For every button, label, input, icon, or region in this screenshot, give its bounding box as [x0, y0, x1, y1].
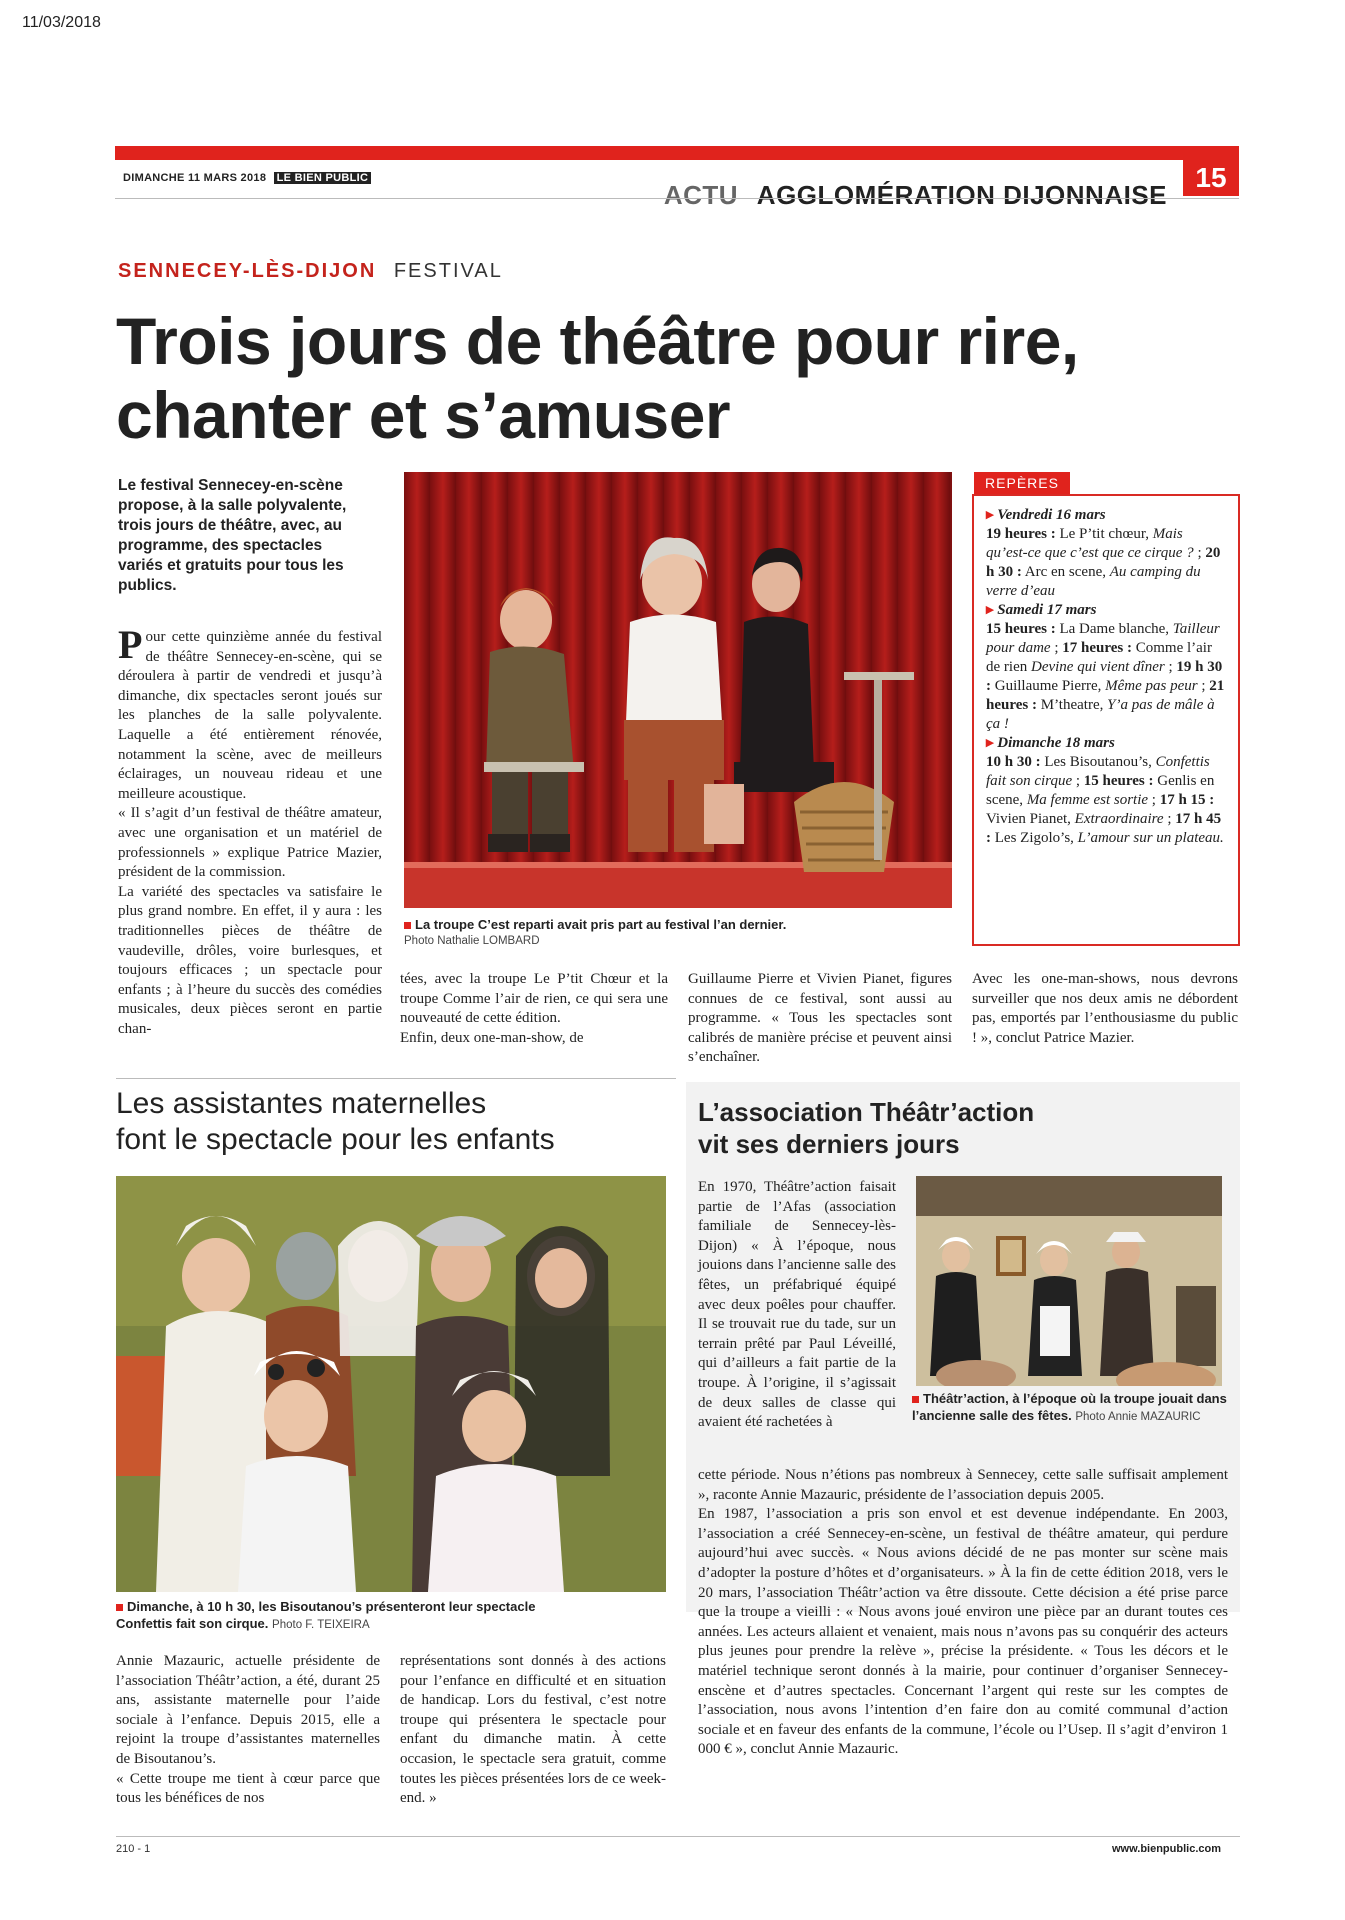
story3-wide-col: [698, 1466, 1228, 1760]
entry-time: 15 heures :: [1083, 773, 1154, 789]
story2-caption-line-2: Confettis fait son cirque.: [116, 1616, 269, 1631]
entry-time: 17 h 45 :: [986, 811, 1222, 846]
main-article-col-4: [972, 970, 1238, 1048]
header-paper-name: LE BIEN PUBLIC: [274, 172, 372, 184]
main-photo-credit: Photo Nathalie LOMBARD: [404, 935, 540, 947]
entry-troupe: M’theatre,: [1040, 697, 1104, 713]
scan-date: 11/03/2018: [22, 14, 101, 31]
reperes-entry: 10 h 30 : Les Bisoutanou’s, Confettis fait son cirque ; 15 heures : Genlis en scene, Ma femme est sortie ; 17 h 15 : Vivien Pianet, Extraordinaire ; 17 h 45 : Les Zigolo’s, L’amour sur un plateau.: [986, 754, 1224, 846]
entry-time: 10 h 30 :: [986, 754, 1041, 770]
story2-photo-credit: Photo F. TEIXEIRA: [272, 1619, 370, 1631]
paragraph: Guillaume Pierre et Vivien Pianet, figures connues de ce festival, sont aussi au programme. « Tous les spectacles sont calibrés de manière précise et peuvent ainsi s’enchaîner.: [688, 971, 952, 1066]
kicker-rubric: FESTIVAL: [393, 260, 503, 282]
header-red-rule: [115, 146, 1239, 160]
entry-troupe: Comme l’air de rien: [986, 640, 1212, 675]
paragraph: tées, avec la troupe Le P’tit Chœur et la troupe Comme l’air de rien, ce qui sera une nouveauté de cette édition.: [400, 971, 668, 1027]
paragraph: Avec les one-man-shows, nous devrons surveiller que nos deux amis ne débordent pas, emportés par l’enthousiasme du public ! », conclut Patrice Mazier.: [972, 971, 1238, 1046]
paragraph: « Il s’agit d’un festival de théâtre amateur, avec une organisation et un matériel de professionnels » explique Patrice Mazier, président de la commission.: [118, 805, 382, 881]
entry-troupe: Vivien Pianet,: [986, 811, 1071, 827]
story2-photo-caption: [116, 1598, 676, 1634]
entry-title: Ma femme est sortie: [1026, 792, 1149, 808]
main-photo-caption-text: La troupe C’est reparti avait pris part au festival l’an dernier.: [415, 917, 787, 932]
entry-troupe: Les Zigolo’s,: [994, 830, 1074, 846]
header-section-name: AGGLOMÉRATION DIJONNAISE: [756, 180, 1167, 210]
main-photo-caption: [404, 916, 964, 950]
paragraph: « Cette troupe me tient à cœur parce que tous les bénéfices de nos: [116, 1770, 380, 1807]
entry-title: Au camping du verre d’eau: [986, 564, 1201, 599]
header-date: DIMANCHE 11 MARS 2018: [123, 172, 267, 184]
story3-photo: [916, 1176, 1222, 1386]
kicker-location: SENNECEY-LÈS-DIJON: [118, 260, 377, 282]
headline: [116, 304, 1116, 452]
entry-title: Extraordinaire: [1074, 811, 1164, 827]
reperes-entry: 15 heures : La Dame blanche, Tailleur pour dame ; 17 heures : Comme l’air de rien Devine qui vient dîner ; 19 h 30 : Guillaume Pierre, Même pas peur ; 21 heures : M’theatre, Y’a pas de mâle à ça !: [986, 621, 1225, 732]
entry-title: Tailleur pour dame: [986, 621, 1220, 656]
entry-title: Y’a pas de mâle à ça !: [986, 697, 1215, 732]
entry-time: 19 h 30 :: [986, 659, 1223, 694]
header-divider: [115, 198, 1239, 199]
entry-troupe: Le P’tit chœur,: [1059, 526, 1150, 542]
story3-narrow-col: [698, 1178, 896, 1433]
story2-title: [116, 1086, 676, 1158]
article-lede: Le festival Sennecey-en-scène propose, à la salle polyvalente, trois jours de théâtre, avec, au programme, des spectacles variés et gratuits pour tous les publics.: [118, 477, 347, 594]
headline-line-1: Trois jours de théâtre pour rire,: [116, 304, 1079, 378]
footer-url: www.bienpublic.com: [1112, 1843, 1221, 1855]
stage-photo-illustration: [404, 472, 952, 908]
reperes-box: [972, 494, 1240, 946]
section-divider: [116, 1078, 676, 1079]
story3-photo-caption: [912, 1390, 1238, 1426]
main-article-col-2: [400, 970, 668, 1048]
footer-divider: [116, 1836, 1240, 1837]
caption-bullet-icon: [116, 1604, 123, 1611]
entry-time: 17 h 15 :: [1159, 792, 1215, 808]
reperes-day: ▸ Vendredi 16 mars: [986, 506, 1226, 525]
entry-time: 15 heures :: [986, 621, 1056, 637]
main-photo: [404, 472, 952, 908]
entry-time: 17 heures :: [1062, 640, 1132, 656]
story2-photo: [116, 1176, 666, 1592]
story2-caption-line-1: Dimanche, à 10 h 30, les Bisoutanou’s présenteront leur spectacle: [127, 1599, 536, 1614]
old-stage-photo-illustration: [916, 1176, 1222, 1386]
entry-title: L’amour sur un plateau.: [1077, 830, 1224, 846]
entry-troupe: Guillaume Pierre,: [994, 678, 1102, 694]
entry-title: Devine qui vient dîner: [1030, 659, 1165, 675]
caption-bullet-icon: [912, 1396, 919, 1403]
paragraph: En 1970, Théâtre’action faisait partie de l’Afas (association familiale de Sennecey-lès-Dijon) « À l’époque, nous jouions dans l’ancienne salle des fêtes, un préfabriqué équipé avec deux poêles pour chauffer. Il se trouvait rue du tade, sur un terrain prêté par Paul Léveillé, qui d’ailleurs a fait partie de la troupe. À l’origine, il s’agissait de deux salles de classe qui avaient été rachetées à: [698, 1179, 896, 1431]
story2-col-1: [116, 1652, 380, 1809]
entry-troupe: La Dame blanche,: [1059, 621, 1170, 637]
header-section: [664, 180, 1167, 211]
header-meta: [123, 172, 371, 184]
entry-time: 21 heures :: [986, 678, 1225, 713]
story3-title-line-1: L’association Théâtr’action: [698, 1097, 1035, 1127]
story3-caption-text: Théâtr’action, à l’époque où la troupe jouait dans l’ancienne salle des fêtes.: [912, 1391, 1227, 1423]
reperes-label: REPÈRES: [974, 472, 1070, 494]
entry-title: Même pas peur: [1105, 678, 1198, 694]
main-article-col-3: [688, 970, 952, 1068]
story2-col-2: [400, 1652, 666, 1809]
headline-line-2: chanter et s’amuser: [116, 378, 731, 452]
story3-title-line-2: vit ses derniers jours: [698, 1129, 960, 1159]
story3-title: [698, 1096, 1238, 1160]
story2-title-line-1: Les assistantes maternelles: [116, 1087, 487, 1120]
paragraph: Enfin, deux one-man-show, de: [400, 1029, 584, 1046]
entry-time: 19 heures :: [986, 526, 1056, 542]
caption-bullet-icon: [404, 922, 411, 929]
costumes-photo-illustration: [116, 1176, 666, 1592]
paragraph: La variété des spectacles va satisfaire le plus grand nombre. En effet, il y aura : les traditionnelles pièces de théâtre de vaudeville, drôles, voire burlesques, et toujours efficaces ; un spectacle pour enfants ; à l’heure du succès des comédies musicales, deux pièces seront en partie chan-: [118, 883, 382, 1037]
paragraph: représentations sont donnés à des actions pour l’enfance en difficulté et en situation de handicap. Lors du festival, c’est notre troupe qui présentera le spectacle pour enfant du dimanche matin. À cette occasion, le spectacle sera gratuit, comme toutes les pièces présentées lors de ce week-end. »: [400, 1653, 666, 1807]
paragraph: Pour cette quinzième année du festival de théâtre Sennecey-en-scène, qui se déroulera à partir de vendredi et jusqu’à dimanche, dix spectacles seront joués sur les planches de la salle polyvalente. Laquelle a été entièrement rénovée, notamment la scène, avec de meilleurs éclairages, un nouveau rideau et une meilleure acoustique.: [118, 622, 382, 802]
reperes-day: ▸ Samedi 17 mars: [986, 601, 1226, 620]
footer-page-code: 210 - 1: [116, 1843, 151, 1855]
paragraph: En 1987, l’association a pris son envol et est devenue indépendante. En 2003, l’association a créé Sennecey-en-scène, un festival de théâtre amateur, qui perdure aujourd’hui avec succès. « Nous avions décidé de ne pas monter sur scène mais d’adopter la posture d’hôtes et d’organisateurs. » À la fin de cette édition 2018, vers le 20 mars, l’association Théâtr’action va être dissoute. Cette décision a été prise parce que la troupe a vieilli : « Nous avons joué environ une pièce par an durant toutes ces années. Les acteurs allaient et venaient, mais nous n’avons pas su conquérir des acteurs plus jeunes pour prendre la relève », précise la présidente. « Tous les décors et le matériel technique seront donnés à la mairie, pour continuer d’organiser Sennecey-enscène et d’autres spectacles. Concernant l’argent qui reste sur les comptes de l’association, nous avons l’intention d’en faire don au comité communal d’action sociale et en faveur des enfants de la commune, l’école ou l’Usep. Il s’agit d’environ 1 000 € », conclut Annie Mazauric.: [698, 1506, 1228, 1758]
article-kicker: [118, 260, 503, 283]
story3-photo-credit: Photo Annie MAZAURIC: [1075, 1411, 1201, 1423]
entry-title: Mais qu’est-ce que c’est que ce cirque ?: [986, 526, 1194, 561]
paragraph: Annie Mazauric, actuelle présidente de l’association Théâtr’action, a été, durant 25 ans, assistante maternelle pour l’aide sociale à l’enfance. Depuis 2015, elle a rejoint la troupe d’assistantes maternelles de Bisoutanou’s.: [116, 1653, 380, 1767]
entry-title: Confettis fait son cirque: [986, 754, 1210, 789]
page-number: 15: [1183, 160, 1239, 196]
story2-title-line-2: font le spectacle pour les enfants: [116, 1123, 555, 1156]
header-section-prefix: ACTU: [663, 180, 739, 210]
main-article-col-1: [118, 622, 382, 1039]
entry-troupe: Arc en scene,: [1024, 564, 1106, 580]
entry-troupe: Genlis en scene,: [986, 773, 1215, 808]
entry-time: 20 h 30 :: [986, 545, 1221, 580]
entry-troupe: Les Bisoutanou’s,: [1044, 754, 1152, 770]
reperes-day: ▸ Dimanche 18 mars: [986, 734, 1226, 753]
reperes-entry: 19 heures : Le P’tit chœur, Mais qu’est-ce que c’est que ce cirque ? ; 20 h 30 : Arc en scene, Au camping du verre d’eau: [986, 526, 1221, 599]
paragraph: cette période. Nous n’étions pas nombreux à Sennecey, cette salle suffisait amplement », raconte Annie Mazauric, présidente de l’association depuis 2005.: [698, 1467, 1228, 1503]
page-header: [115, 146, 1239, 214]
